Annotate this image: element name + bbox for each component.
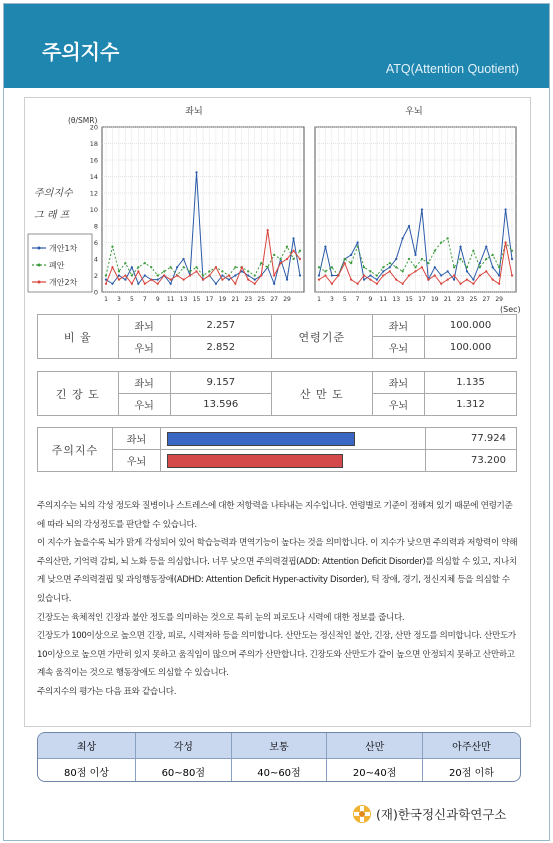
age-left-value: 100.000	[425, 315, 517, 337]
data-point	[363, 274, 365, 276]
data-point	[459, 258, 461, 260]
data-point	[504, 241, 506, 243]
x-tick-label: 9	[155, 296, 160, 303]
grade-header: 최상	[38, 733, 135, 759]
data-point	[247, 270, 249, 272]
data-point	[286, 258, 288, 260]
attention-left-bar	[167, 432, 354, 446]
ratio-label: 비 율	[38, 315, 119, 359]
y-tick-label: 8	[93, 222, 98, 231]
data-point	[440, 241, 442, 243]
age-right-value: 100.000	[425, 337, 517, 359]
data-point	[376, 274, 378, 276]
data-point	[221, 279, 223, 281]
data-point	[479, 274, 481, 276]
data-point	[131, 283, 133, 285]
data-point	[299, 258, 301, 260]
data-point	[234, 274, 236, 276]
chart-side-title-1: 주의지수	[34, 188, 73, 199]
data-point	[163, 274, 165, 276]
data-point	[202, 274, 204, 276]
age-left-label: 좌뇌	[372, 315, 424, 337]
y-tick-label: 10	[89, 206, 98, 214]
data-point	[157, 283, 159, 285]
data-point	[292, 258, 294, 260]
data-point	[241, 270, 243, 272]
data-point	[344, 258, 346, 260]
x-tick-label: 13	[179, 296, 188, 303]
data-point	[111, 283, 113, 285]
data-point	[492, 254, 494, 256]
data-point	[434, 266, 436, 268]
data-point	[511, 258, 513, 260]
grade-table	[37, 732, 521, 782]
x-tick-label: 23	[244, 296, 253, 303]
data-point	[195, 270, 197, 272]
data-point	[111, 246, 113, 248]
data-point	[254, 279, 256, 281]
attention-table	[37, 427, 517, 472]
data-point	[324, 274, 326, 276]
data-point	[150, 266, 152, 268]
data-point	[382, 274, 384, 276]
data-point	[408, 274, 410, 276]
data-point	[382, 266, 384, 268]
grade-header: 산만	[327, 733, 423, 759]
x-tick-label: 5	[129, 296, 134, 303]
y-tick-label: 20	[89, 123, 98, 132]
description-paragraph: 이 지수가 높을수록 뇌가 맑게 각성되어 있어 학습능력과 면역기능이 높다는 것을 의미합니다. 이 지수가 낮으면 주의력과 저항력이 약해 주의산만, 기억력 감퇴, 뇌 노화 등을 의심합니다. 너무 낮으면 주의력결핍(ADD: Attention Deficit Disorder)를 의심할 수 있고, 지나치게 낮으면 주의력결핍 및 과잉행동장애(ADHD: Attention Deficit Hyper-activity Disorder), 틱 장애, 경기, 정신지체 등을 의심할 수 있습니다.	[37, 538, 518, 604]
data-point	[421, 266, 423, 268]
data-point	[421, 258, 423, 260]
data-point	[389, 270, 391, 272]
legend-label: 폐안	[49, 261, 65, 270]
data-point	[124, 279, 126, 281]
data-point	[511, 274, 513, 276]
data-point	[105, 274, 107, 276]
y-tick-label: 18	[89, 140, 98, 148]
data-point	[331, 283, 333, 285]
chart-legend	[28, 234, 92, 292]
data-point	[389, 262, 391, 264]
x-tick-label: 21	[231, 296, 240, 303]
data-point	[447, 279, 449, 281]
grade-range: 80점 이상	[38, 759, 135, 783]
data-point	[408, 258, 410, 260]
data-point	[215, 283, 217, 285]
data-point	[286, 246, 288, 248]
data-point	[254, 283, 256, 285]
x-tick-label: 27	[482, 296, 491, 303]
data-point	[273, 274, 275, 276]
data-point	[504, 208, 506, 210]
grade-header: 아주산만	[422, 733, 520, 759]
distraction-right-value: 1.312	[425, 394, 517, 416]
data-point	[221, 274, 223, 276]
data-point	[453, 274, 455, 276]
data-point	[157, 279, 159, 281]
x-tick-label: 29	[283, 296, 291, 303]
data-point	[466, 279, 468, 281]
grade-range: 40~60점	[231, 759, 327, 783]
data-point	[189, 270, 191, 272]
y-axis-label: (θ/SMR)	[68, 116, 98, 125]
data-point	[427, 262, 429, 264]
data-point	[369, 270, 371, 272]
data-point	[376, 283, 378, 285]
data-point	[195, 171, 197, 173]
distraction-right-label: 우뇌	[372, 394, 424, 416]
data-point	[459, 246, 461, 248]
legend-label: 개안1차	[49, 244, 78, 253]
attention-right-label: 우뇌	[112, 450, 160, 472]
data-point	[189, 274, 191, 276]
data-point	[344, 262, 346, 264]
distraction-left-value: 1.135	[425, 372, 517, 394]
x-tick-label: 5	[342, 296, 347, 303]
data-point	[331, 274, 333, 276]
legend-label: 개안2차	[49, 278, 78, 287]
x-tick-label: 1	[317, 296, 321, 303]
data-point	[421, 208, 423, 210]
data-point	[137, 283, 139, 285]
data-point	[402, 237, 404, 239]
data-point	[466, 270, 468, 272]
data-point	[124, 262, 126, 264]
data-point	[357, 241, 359, 243]
data-point	[395, 279, 397, 281]
attention-label: 주의지수	[38, 428, 113, 472]
description-paragraph: 주의지수는 뇌의 각성 정도와 질병이나 스트레스에 대한 저항력을 나타내는 지수입니다. 연령별로 기준이 정해져 있기 때문에 연령기준에 따라 뇌의 각성정도를 판단할 수 있습니다.	[37, 501, 513, 530]
age-standard-label: 연령기준	[271, 315, 372, 359]
data-point	[479, 262, 481, 264]
data-point	[234, 283, 236, 285]
data-point	[414, 266, 416, 268]
institute-logo-icon	[352, 804, 372, 824]
data-point	[183, 279, 185, 281]
y-tick-label: 0	[93, 288, 98, 297]
data-point	[170, 283, 172, 285]
data-point	[299, 274, 301, 276]
data-point	[402, 270, 404, 272]
x-tick-label: 13	[392, 296, 401, 303]
data-point	[247, 274, 249, 276]
page-title: 주의지수	[42, 40, 120, 64]
data-point	[208, 270, 210, 272]
data-point	[453, 266, 455, 268]
x-tick-label: 7	[142, 296, 147, 303]
panel-title-right: 우뇌	[405, 107, 423, 117]
data-point	[144, 283, 146, 285]
x-tick-label: 19	[218, 296, 227, 303]
x-tick-label: 11	[166, 296, 175, 303]
legend-marker	[38, 264, 41, 267]
x-tick-label: 11	[379, 296, 388, 303]
data-point	[466, 266, 468, 268]
data-point	[144, 274, 146, 276]
data-point	[357, 283, 359, 285]
x-tick-label: 1	[104, 296, 108, 303]
data-point	[389, 266, 391, 268]
data-point	[479, 266, 481, 268]
data-point	[157, 274, 159, 276]
ratio-right-label: 우뇌	[118, 337, 170, 359]
description-paragraph: 주의지수의 평가는 다음 표와 같습니다.	[37, 686, 177, 697]
data-point	[402, 283, 404, 285]
data-point	[492, 266, 494, 268]
data-point	[459, 283, 461, 285]
data-point	[273, 283, 275, 285]
x-tick-label: 25	[257, 296, 266, 303]
data-point	[176, 274, 178, 276]
data-point	[427, 279, 429, 281]
tension-table	[37, 371, 517, 416]
x-tick-label: 15	[405, 296, 413, 303]
data-point	[118, 274, 120, 276]
data-point	[280, 262, 282, 264]
data-point	[511, 250, 513, 252]
y-tick-label: 12	[89, 189, 98, 198]
data-point	[273, 254, 275, 256]
data-point	[395, 258, 397, 260]
legend-marker	[38, 281, 41, 284]
x-tick-label: 23	[456, 296, 465, 303]
data-point	[324, 270, 326, 272]
y-tick-label: 4	[93, 255, 98, 264]
data-point	[208, 274, 210, 276]
chart-side-title-2: 그 래 프	[34, 210, 70, 221]
data-point	[337, 274, 339, 276]
description-text	[37, 497, 519, 702]
data-point	[118, 279, 120, 281]
y-tick-label: 16	[89, 156, 98, 165]
x-tick-label: 21	[443, 296, 452, 303]
data-point	[247, 279, 249, 281]
data-point	[280, 258, 282, 260]
data-point	[498, 283, 500, 285]
y-tick-label: 14	[89, 173, 98, 181]
x-tick-label: 9	[368, 296, 373, 303]
data-point	[434, 250, 436, 252]
data-point	[124, 274, 126, 276]
data-point	[498, 266, 500, 268]
data-point	[260, 274, 262, 276]
data-point	[111, 266, 113, 268]
data-point	[228, 274, 230, 276]
data-point	[453, 279, 455, 281]
data-point	[414, 270, 416, 272]
data-point	[363, 279, 365, 281]
data-point	[485, 246, 487, 248]
x-tick-label: 19	[430, 296, 439, 303]
data-point	[105, 283, 107, 285]
y-tick-label: 2	[93, 272, 98, 280]
data-point	[131, 274, 133, 276]
data-point	[170, 266, 172, 268]
x-tick-label: 7	[355, 296, 360, 303]
data-point	[318, 266, 320, 268]
x-tick-label: 15	[192, 296, 201, 303]
data-point	[228, 279, 230, 281]
data-point	[350, 254, 352, 256]
page-subtitle: ATQ(Attention Quotient)	[385, 62, 519, 76]
data-point	[318, 274, 320, 276]
data-point	[215, 266, 217, 268]
data-point	[163, 270, 165, 272]
ratio-right-value: 2.852	[170, 337, 271, 359]
attention-right-value: 73.200	[426, 450, 517, 472]
distraction-left-label: 좌뇌	[372, 372, 424, 394]
ratio-left-label: 좌뇌	[118, 315, 170, 337]
data-point	[195, 266, 197, 268]
attention-chart	[4, 4, 549, 324]
data-point	[440, 274, 442, 276]
data-point	[485, 270, 487, 272]
data-point	[382, 270, 384, 272]
data-point	[318, 279, 320, 281]
data-point	[472, 250, 474, 252]
data-point	[369, 279, 371, 281]
description-paragraph: 긴장도가 100이상으로 높으면 긴장, 피로, 시력저하 등을 의미합니다. 산만도는 정신적인 불안, 긴장, 산만 정도를 의미합니다. 산만도가 10이상으로 높으면 가만히 있지 못하고 움직임이 많으며 주의가 산만합니다. 긴장도와 산만도가 같이 높으면 안정되지 못하고 산만하고 계속 움직이는 것으로 행동장애도 의심할 수 있습니다.	[37, 631, 516, 679]
x-axis-label: (Sec)	[500, 305, 521, 314]
grade-header: 보통	[231, 733, 327, 759]
data-point	[395, 266, 397, 268]
data-point	[183, 258, 185, 260]
data-point	[350, 262, 352, 264]
tension-right-label: 우뇌	[118, 394, 170, 416]
grade-header: 각성	[135, 733, 231, 759]
ratio-table	[37, 314, 517, 359]
data-point	[221, 270, 223, 272]
data-point	[414, 254, 416, 256]
description-paragraph: 긴장도는 육체적인 긴장과 불안 정도를 의미하는 것으로 특히 눈의 피로도나 시력에 대한 정보를 줍니다.	[37, 612, 405, 623]
data-point	[472, 283, 474, 285]
ratio-left-value: 2.257	[170, 315, 271, 337]
data-point	[144, 262, 146, 264]
tension-label: 긴 장 도	[38, 372, 119, 416]
data-point	[267, 229, 269, 231]
attention-right-bar	[167, 454, 343, 468]
x-tick-label: 25	[469, 296, 478, 303]
data-point	[234, 266, 236, 268]
attention-left-label: 좌뇌	[112, 428, 160, 450]
data-point	[267, 266, 269, 268]
data-point	[183, 266, 185, 268]
data-point	[440, 283, 442, 285]
institute-name: (재)한국정신과학연구소	[376, 807, 507, 822]
x-tick-label: 29	[495, 296, 503, 303]
panel-title-left: 좌뇌	[185, 107, 203, 117]
data-point	[137, 270, 139, 272]
data-point	[357, 246, 359, 248]
tension-left-label: 좌뇌	[118, 372, 170, 394]
x-tick-label: 17	[205, 296, 214, 303]
tension-right-value: 13.596	[170, 394, 271, 416]
data-point	[131, 266, 133, 268]
data-point	[324, 246, 326, 248]
data-point	[363, 266, 365, 268]
data-point	[369, 274, 371, 276]
data-point	[434, 274, 436, 276]
data-point	[286, 279, 288, 281]
report-page	[3, 3, 550, 841]
x-tick-label: 17	[418, 296, 426, 303]
data-point	[447, 237, 449, 239]
attention-left-bar-cell	[161, 428, 426, 450]
data-point	[105, 279, 107, 281]
grade-range: 60~80점	[135, 759, 231, 783]
grade-range: 20점 이하	[449, 768, 494, 779]
y-tick-label: 6	[93, 239, 98, 247]
data-point	[485, 258, 487, 260]
data-point	[331, 266, 333, 268]
data-point	[150, 279, 152, 281]
legend-marker	[38, 247, 41, 250]
data-point	[118, 270, 120, 272]
data-point	[350, 279, 352, 281]
data-point	[492, 279, 494, 281]
data-point	[260, 262, 262, 264]
attention-right-bar-cell	[161, 450, 426, 472]
x-tick-label: 3	[117, 296, 121, 303]
tension-left-value: 9.157	[170, 372, 271, 394]
distraction-label: 산 만 도	[271, 372, 372, 416]
age-right-label: 우뇌	[372, 337, 424, 359]
data-point	[408, 225, 410, 227]
data-point	[170, 279, 172, 281]
x-tick-label: 3	[329, 296, 334, 303]
data-point	[376, 279, 378, 281]
data-point	[472, 279, 474, 281]
attention-left-value: 77.924	[426, 428, 517, 450]
grade-range: 20~40점	[327, 759, 423, 783]
data-point	[176, 266, 178, 268]
data-point	[202, 279, 204, 281]
data-point	[254, 274, 256, 276]
data-point	[241, 266, 243, 268]
data-point	[292, 237, 294, 239]
data-point	[299, 250, 301, 252]
data-point	[447, 270, 449, 272]
data-point	[292, 250, 294, 252]
plot-area	[90, 124, 516, 304]
x-tick-label: 27	[270, 296, 278, 303]
data-point	[137, 266, 139, 268]
